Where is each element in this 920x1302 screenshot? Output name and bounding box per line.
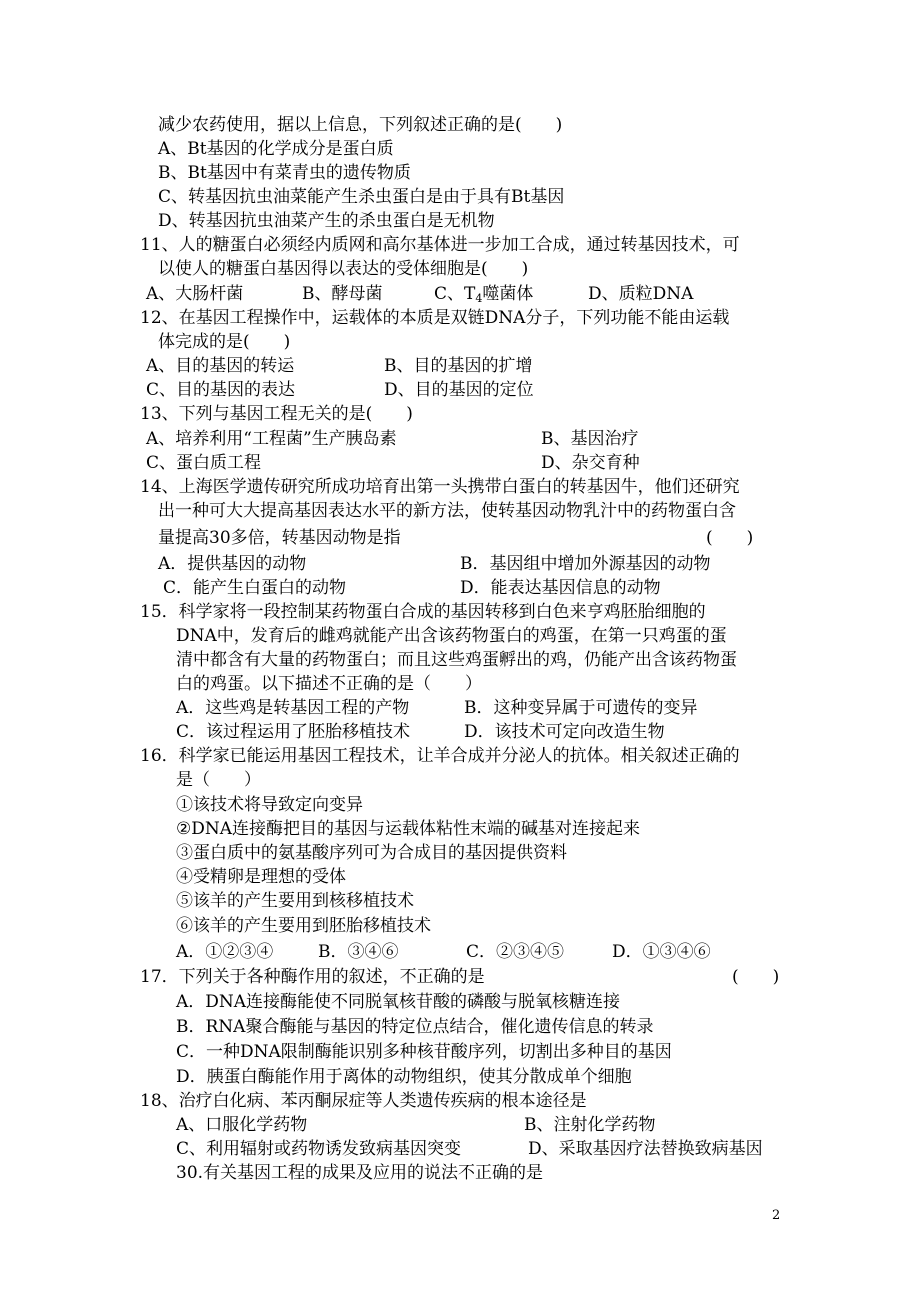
q10-option-a: A、Bt基因的化学成分是蛋白质 [158, 139, 394, 159]
q16-stem-line-2: 是（ ） [176, 770, 261, 790]
q10-option-d: D、转基因抗虫油菜产生的杀虫蛋白是无机物 [158, 211, 495, 231]
q11-stem-line-1: 11、人的糖蛋白必须经内质网和高尔基体进一步加工合成，通过转基因技术，可 [140, 235, 740, 255]
q17-option-a: A．DNA连接酶能使不同脱氧核苷酸的磷酸与脱氧核糖连接 [176, 992, 621, 1012]
q18-stem: 18、治疗白化病、苯丙酮尿症等人类遗传疾病的根本途径是 [140, 1091, 587, 1111]
q16-option-c: C．②③④⑤ [466, 942, 565, 962]
q17-option-c: C．一种DNA限制酶能识别多种核苷酸序列，切割出多种目的基因 [176, 1042, 672, 1062]
q12-option-d: D、目的基因的定位 [384, 380, 534, 400]
q16-item-4: ④受精卵是理想的受体 [176, 867, 346, 887]
q11-option-a: A、大肠杆菌 [146, 284, 244, 304]
q11-option-d: D、质粒DNA [588, 284, 694, 304]
q13-option-c: C、蛋白质工程 [146, 453, 262, 473]
q11-option-c: C、$T_4$噬菌体 [434, 284, 534, 305]
q16-item-6: ⑥该羊的产生要用到胚胎移植技术 [176, 916, 431, 936]
q15-option-b: B．这种变异属于可遗传的变异 [464, 698, 698, 718]
q13-option-b: B、基因治疗 [541, 429, 639, 449]
q15-stem-line-1: 15．科学家将一段控制某药物蛋白合成的基因转移到白色来亨鸡胚胎细胞的 [140, 602, 706, 622]
q15-stem-line-2: DNA中，发育后的雌鸡就能产出含该药物蛋白的鸡蛋，在第一只鸡蛋的蛋 [176, 626, 727, 646]
q17-option-d: D．胰蛋白酶能作用于离体的动物组织，使其分散成单个细胞 [176, 1067, 632, 1087]
q16-option-b: B．③④⑥ [318, 942, 399, 962]
q13-option-d: D、杂交育种 [541, 453, 640, 473]
q15-option-c: C．该过程运用了胚胎移植技术 [176, 722, 411, 742]
q17-stem: 17．下列关于各种酶作用的叙述，不正确的是 [140, 967, 485, 987]
q14-stem-line-2: 出一种可大大提高基因表达水平的新方法，使转基因动物乳汁中的药物蛋白含 [158, 501, 736, 521]
q14-option-c: C．能产生白蛋白的动物 [163, 578, 347, 598]
q12-option-a: A、目的基因的转运 [146, 356, 295, 376]
q15-option-a: A．这些鸡是转基因工程的产物 [176, 698, 410, 718]
q18-option-a: A、口服化学药物 [176, 1115, 308, 1135]
q13-option-a: A、培养利用“工程菌”生产胰岛素 [146, 429, 397, 449]
q13-stem: 13、下列与基因工程无关的是( ) [140, 404, 413, 424]
q16-item-3: ③蛋白质中的氨基酸序列可为合成目的基因提供资料 [176, 843, 567, 863]
q15-stem-line-3: 清中都含有大量的药物蛋白；而且这些鸡蛋孵出的鸡，仍能产出含该药物蛋 [176, 650, 737, 670]
q12-option-b: B、目的基因的扩增 [384, 356, 533, 376]
q17-answer-parentheses: ( ) [732, 967, 780, 987]
q15-option-d: D．该技术可定向改造生物 [464, 722, 665, 742]
subscript-4: 4 [475, 292, 483, 305]
q16-option-d: D．①③④⑥ [612, 942, 711, 962]
q14-option-a: A．提供基因的动物 [158, 554, 307, 574]
q14-option-d: D．能表达基因信息的动物 [460, 578, 661, 598]
q16-option-a: A．①②③④ [176, 942, 274, 962]
q11-stem-line-2: 以使人的糖蛋白基因得以表达的受体细胞是( ) [158, 259, 529, 279]
q14-stem-line-3: 量提高30多倍，转基因动物是指 [158, 528, 401, 548]
q17-option-b: B．RNA聚合酶能与基因的特定位点结合，催化遗传信息的转录 [176, 1017, 654, 1037]
q10-option-b: B、Bt基因中有菜青虫的遗传物质 [158, 163, 411, 183]
q14-answer-parentheses: ( ) [706, 528, 754, 548]
q18-option-c: C、利用辐射或药物诱发致病基因突变 [176, 1139, 462, 1159]
q12-stem-line-2: 体完成的是( ) [158, 332, 291, 352]
q10-option-c: C、转基因抗虫油菜能产生杀虫蛋白是由于具有Bt基因 [158, 187, 565, 207]
q12-option-c: C、目的基因的表达 [146, 380, 296, 400]
q30-stem: 30.有关基因工程的成果及应用的说法不正确的是 [176, 1163, 544, 1183]
q15-stem-line-4: 白的鸡蛋。以下描述不正确的是（ ） [176, 674, 482, 694]
q18-option-d: D、采取基因疗法替换致病基因 [528, 1139, 763, 1159]
q16-stem-line-1: 16．科学家已能运用基因工程技术，让羊合成并分泌人的抗体。相关叙述正确的 [140, 746, 740, 766]
q12-stem-line-1: 12、在基因工程操作中，运载体的本质是双链DNA分子，下列功能不能由运载 [140, 308, 730, 328]
q16-item-5: ⑤该羊的产生要用到核移植技术 [176, 891, 414, 911]
q16-item-1: ①该技术将导致定向变异 [176, 795, 363, 815]
q14-stem-line-1: 14、上海医学遗传研究所成功培育出第一头携带白蛋白的转基因牛，他们还研究 [140, 477, 740, 497]
question-10-stem-end: 减少农药使用，据以上信息，下列叙述正确的是( ) [158, 115, 563, 135]
q18-option-b: B、注射化学药物 [524, 1115, 656, 1135]
q16-item-2: ②DNA连接酶把目的基因与运载体粘性末端的碱基对连接起来 [176, 819, 641, 839]
q14-option-b: B．基因组中增加外源基因的动物 [460, 554, 711, 574]
page-number: 2 [772, 1208, 781, 1223]
q11-option-b: B、酵母菌 [302, 284, 383, 304]
